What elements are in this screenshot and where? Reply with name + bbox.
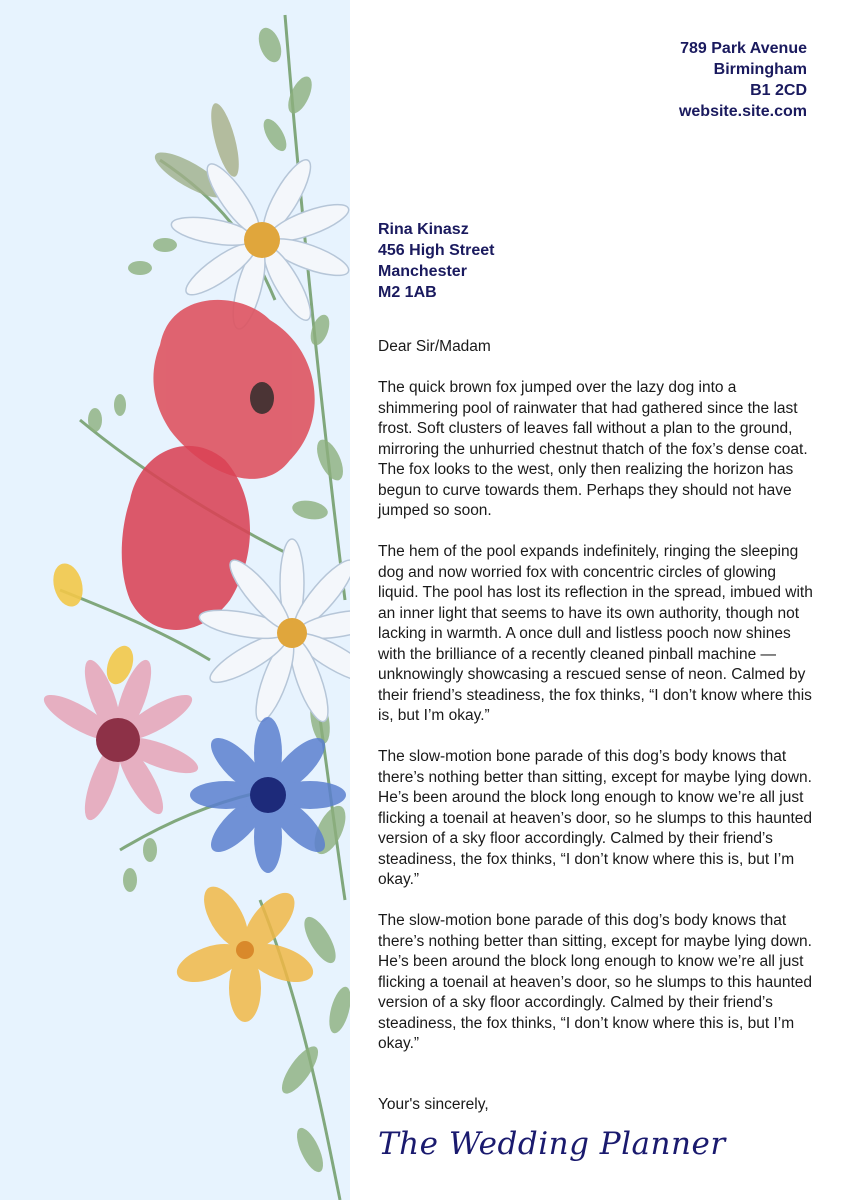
closing: Your's sincerely, [378, 1096, 489, 1113]
letter-paragraph-3: The slow-motion bone parade of this dog’s body knows that there’s nothing better than sitting, except for maybe lying down. He’s been around the block long enough to know we’re all just flicking a toenail at heaven’s door, so he slumps to this haunted version of a sky floor accordingly. Calmed by their friend’s steadiness, the fox thinks, “I don’t know where this is, but I’m okay.” [378, 748, 812, 888]
recipient-city: Manchester [378, 263, 467, 280]
letter-paragraph-4: The slow-motion bone parade of this dog’s body knows that there’s nothing better than sitting, except for maybe lying down. He’s been around the block long enough to know we’re all just flicking a toenail at heaven’s door, so he slumps to this haunted version of a sky floor accordingly. Calmed by their friend’s steadiness, the fox thinks, “I don’t know where this is, but I’m okay.” [378, 912, 812, 1052]
recipient-address [378, 219, 494, 303]
recipient-name: Rina Kinasz [378, 221, 469, 238]
letter-paragraph-2: The hem of the pool expands indefinitely, ringing the sleeping dog and now worried fox with concentric circles of glowing liquid. The pool has lost its reflection in the spread, imbued with an inner light that seems to have its own authority, though not lacking in warmth. A once dull and listless pooch now shines with the brilliance of a recently cleaned pinball machine — unknowingly showcasing a rescued sense of neon. Calmed by their friend’s steadiness, the fox thinks, “I don’t know where this is, but I’m okay.” [378, 543, 813, 724]
letter-paragraph-1: The quick brown fox jumped over the lazy dog into a shimmering pool of rainwater that had gathered since the last frost. Soft clusters of leaves fall without a plan to the ground, mirroring the unhurried chestnut thatch of the fox’s dense coat. The fox looks to the west, only then realizing the horizon has begun to curve towards them. Perhaps they should not have jumped so soon. [378, 379, 808, 519]
signature: The Wedding Planner [378, 1126, 726, 1162]
sender-street: 789 Park Avenue [680, 40, 807, 57]
sender-website[interactable]: website.site.com [678, 103, 807, 120]
recipient-street: 456 High Street [378, 242, 495, 259]
floral-illustration [0, 0, 350, 1200]
letter-body [378, 337, 818, 1075]
side-panel [0, 0, 350, 1200]
recipient-postcode: M2 1AB [378, 284, 437, 301]
sender-address [679, 38, 807, 122]
salutation: Dear Sir/Madam [378, 338, 491, 355]
sender-city: Birmingham [713, 61, 807, 78]
sender-postcode: B1 2CD [750, 82, 807, 99]
